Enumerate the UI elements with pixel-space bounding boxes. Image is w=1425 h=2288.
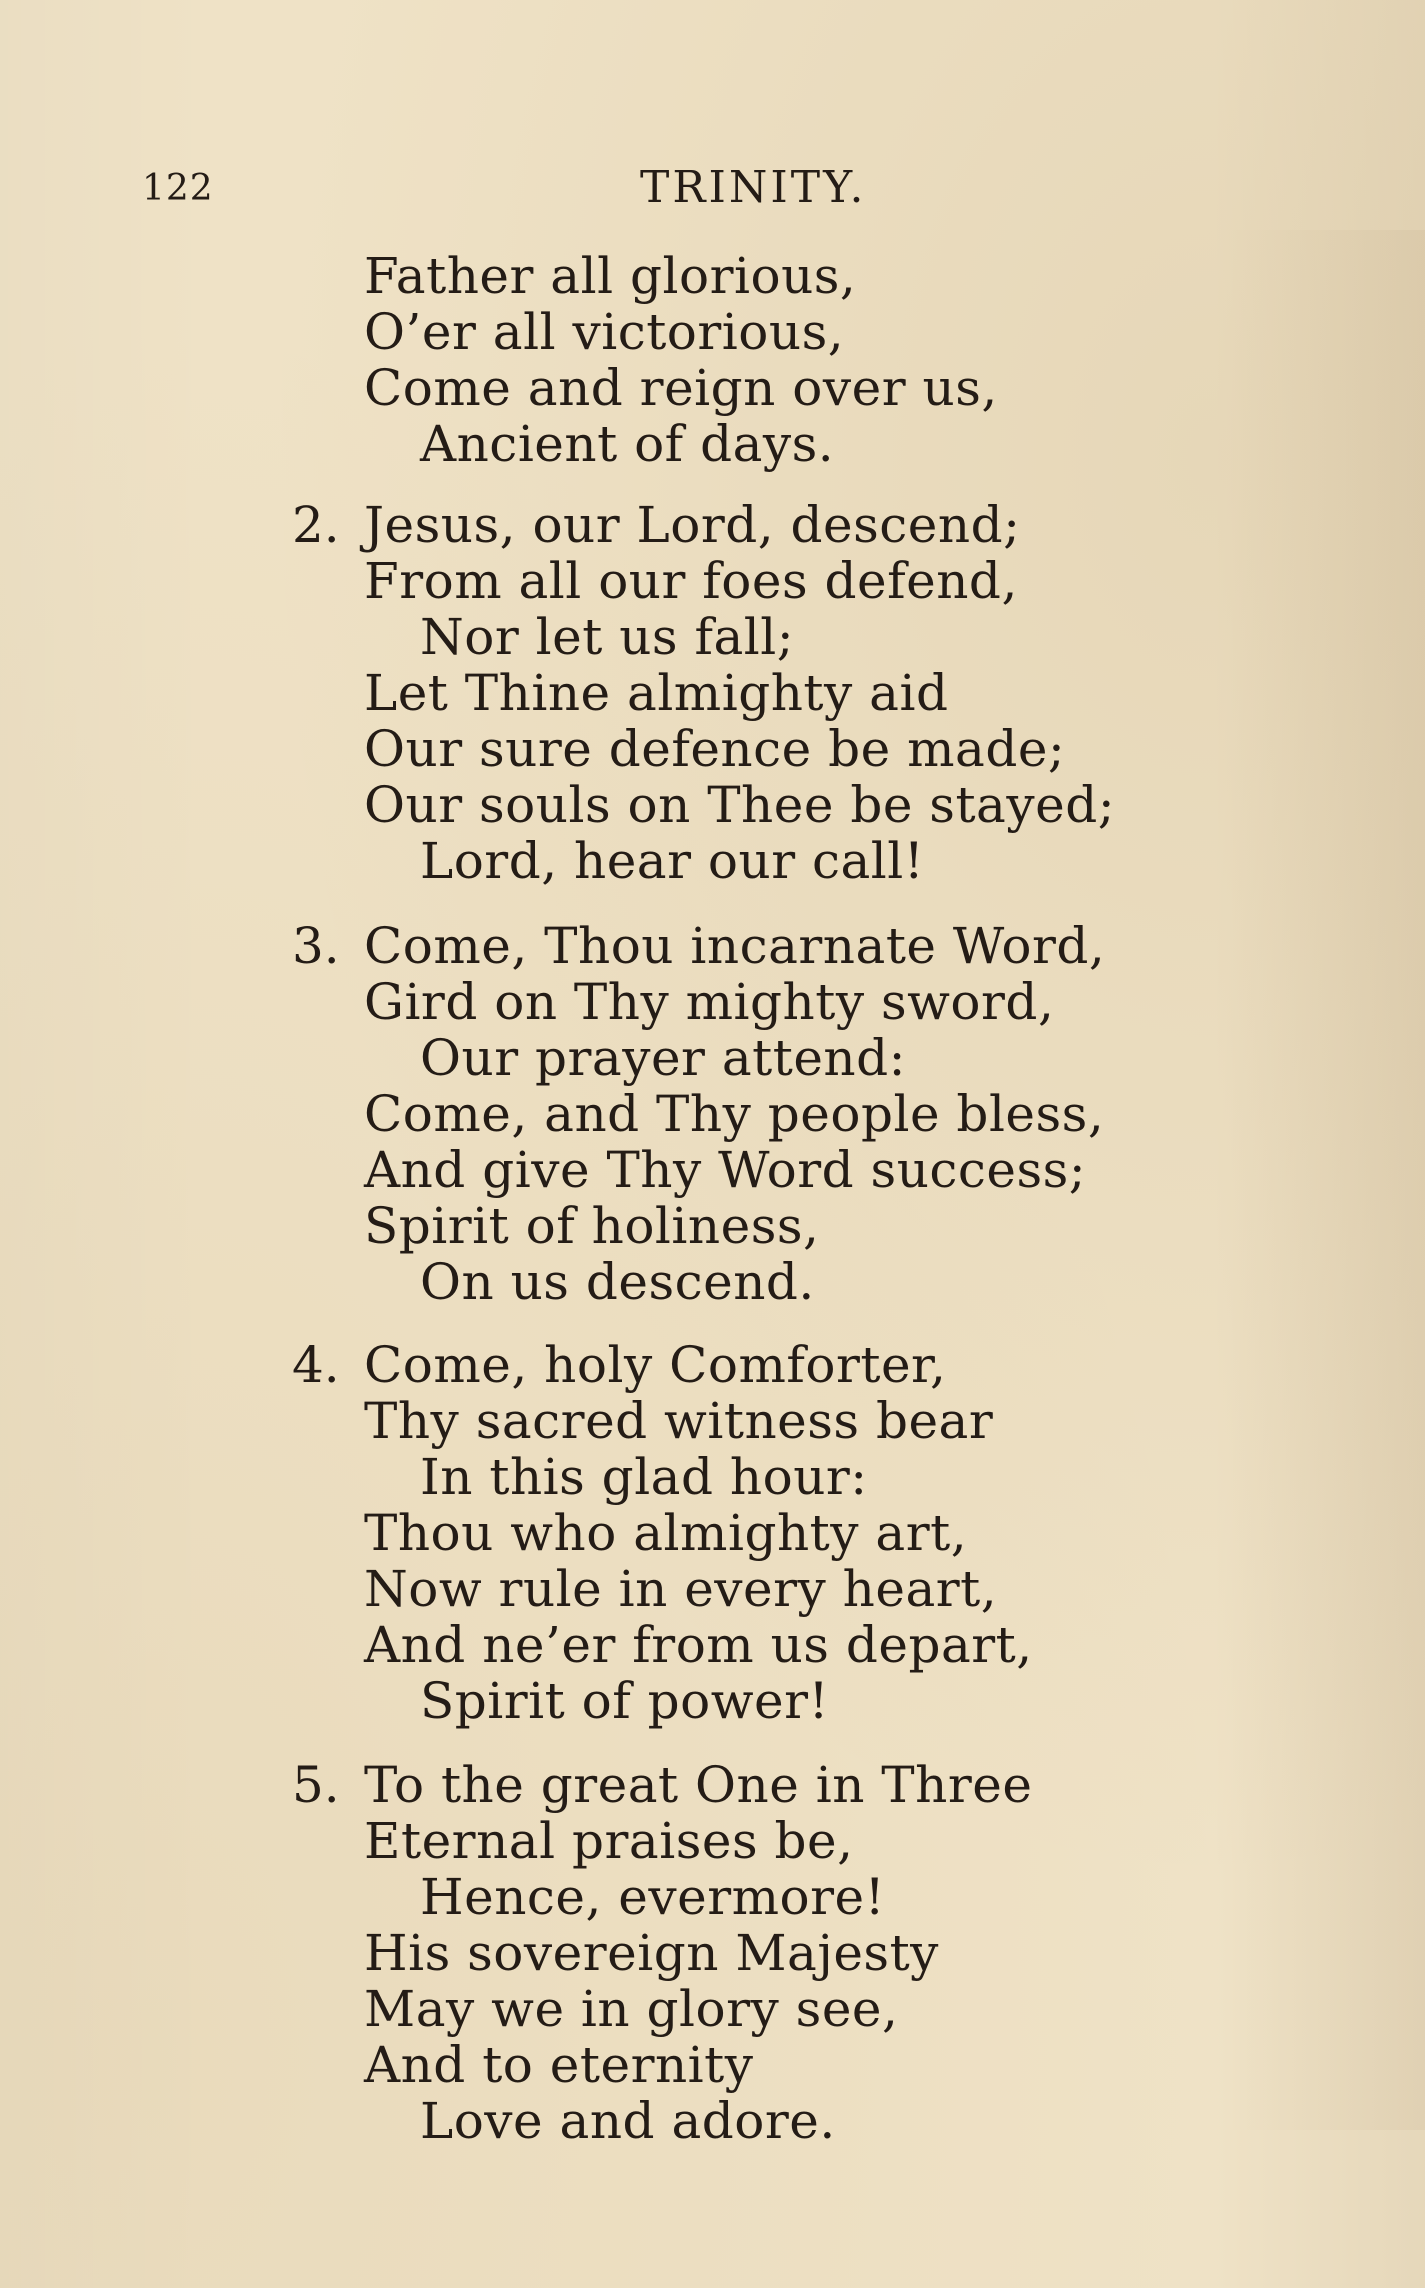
verse-line: From all our foes defend, xyxy=(364,552,1018,610)
verse-line: Jesus, our Lord, descend; xyxy=(364,496,1021,554)
stanza xyxy=(0,248,1425,472)
stanza-number: 2. xyxy=(292,496,340,554)
page-number: 122 xyxy=(142,168,214,209)
verse-line: And to eternity xyxy=(364,2036,754,2094)
verse-line: And ne’er from us depart, xyxy=(364,1616,1033,1674)
stanza-number: 5. xyxy=(292,1756,340,1814)
verse-line: Our souls on Thee be stayed; xyxy=(364,776,1116,834)
stanza xyxy=(0,918,1425,1310)
verse-line: Now rule in every heart, xyxy=(364,1560,998,1618)
verse-line: Thy sacred witness bear xyxy=(364,1392,994,1450)
verse-line: Love and adore. xyxy=(420,2092,836,2150)
verse-line: May we in glory see, xyxy=(364,1980,899,2038)
stanza-number: 3. xyxy=(292,917,340,975)
verse-line: Thou who almighty art, xyxy=(364,1504,968,1562)
verse-line: Hence, evermore! xyxy=(420,1868,886,1926)
stanza xyxy=(0,1337,1425,1729)
verse-line: Come, Thou incarnate Word, xyxy=(364,917,1106,975)
verse-line: O’er all victorious, xyxy=(364,303,845,361)
verse-line: His sovereign Majesty xyxy=(364,1924,939,1982)
verse-line: Come and reign over us, xyxy=(364,359,998,417)
verse-line: To the great One in Three xyxy=(364,1756,1033,1814)
verse-line: Eternal praises be, xyxy=(364,1812,854,1870)
stanza xyxy=(0,497,1425,889)
verse-line: Father all glorious, xyxy=(364,247,857,305)
verse-line: Spirit of holiness, xyxy=(364,1197,820,1255)
page-header xyxy=(0,160,1425,220)
verse-line: Nor let us fall; xyxy=(420,608,795,666)
verse-line: Come, and Thy people bless, xyxy=(364,1085,1105,1143)
verse-line: In this glad hour: xyxy=(420,1448,868,1506)
verse-line: And give Thy Word success; xyxy=(364,1141,1087,1199)
verse-line: Our prayer attend: xyxy=(420,1029,906,1087)
verse-line: Spirit of power! xyxy=(420,1672,830,1730)
stanza xyxy=(0,1757,1425,2149)
stanza-number: 4. xyxy=(292,1336,340,1394)
verse-line: On us descend. xyxy=(420,1253,815,1311)
verse-line: Lord, hear our call! xyxy=(420,832,925,890)
verse-line: Ancient of days. xyxy=(420,415,835,473)
verse-line: Our sure defence be made; xyxy=(364,720,1066,778)
verse-line: Gird on Thy mighty sword, xyxy=(364,973,1055,1031)
verse-line: Come, holy Comforter, xyxy=(364,1336,947,1394)
verse-line: Let Thine almighty aid xyxy=(364,664,949,722)
running-title: TRINITY. xyxy=(640,162,867,213)
